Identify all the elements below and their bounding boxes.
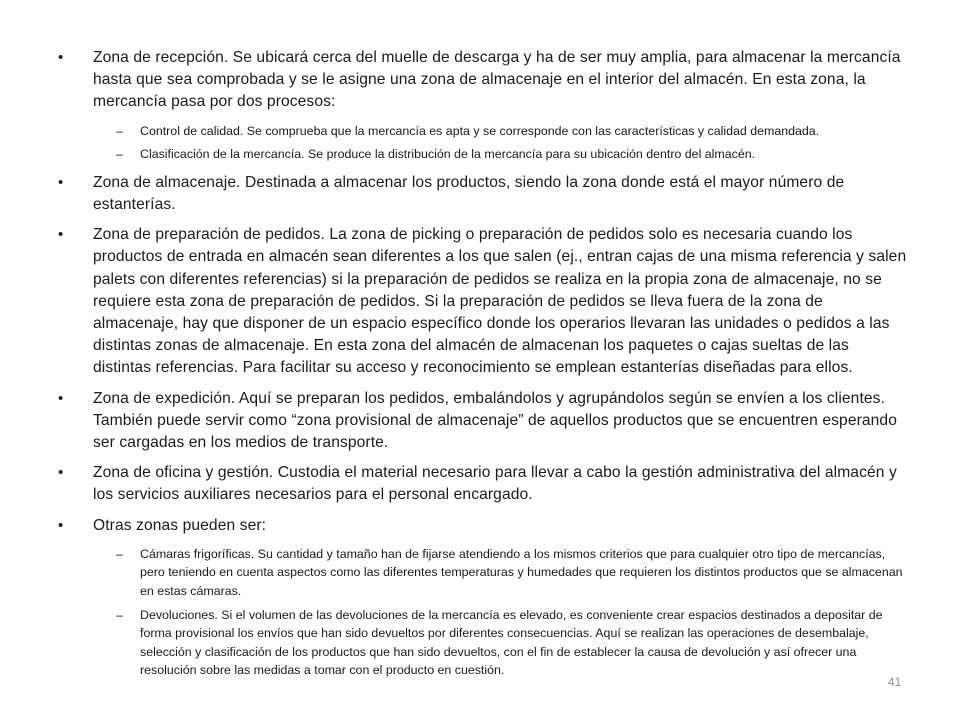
bullet-icon: • [58, 226, 64, 244]
dash-icon: – [116, 123, 123, 138]
dash-icon: – [116, 147, 123, 162]
bullet-icon: • [58, 516, 64, 534]
bullet-icon: • [58, 464, 64, 482]
sub-item-text: Control de calidad. Se comprueba que la mercancía es apta y se corresponde con las características y calidad demandada. [140, 123, 820, 138]
bullet-item-expedicion [58, 388, 910, 455]
bullet-item-oficina-gestion [58, 462, 910, 506]
sub-item-camaras-frigorificas [62, 545, 910, 601]
bullet-icon: • [58, 389, 64, 407]
sub-item-clasificacion [62, 145, 910, 164]
bullet-icon: • [58, 49, 64, 66]
dash-icon: – [116, 607, 123, 622]
sub-list-recepcion [62, 122, 910, 164]
sub-item-text: Clasificación de la mercancía. Se produce la distribución de la mercancía para su ubicación dentro del almacén. [140, 147, 756, 162]
bullet-item-almacenaje [58, 172, 910, 216]
sub-item-control-calidad [62, 122, 910, 141]
bullet-text: Zona de preparación de pedidos. La zona de picking o preparación de pedidos solo es necesaria cuando los productos de entrada en almacén sean diferentes a los que salen (ej., entran cajas de una misma referencia y salen palets con diferentes referencias) si la preparación de pedidos se realiza en la propia zona de almacenaje, no se requiere esta zona de preparación de pedidos. Si la preparación de pedidos se lleva fuera de la zona de almacenaje, hay que disponer de un espacio específico donde los operarios llevaran las unidades o pedidos a las distintas zonas de almacenaje. En esta zona del almacén de almacenan los paquetes o cajas sueltas de las distintas referencias. Para facilitar su acceso y reconocimiento se emplean estanterías diseñadas para ellos. [93, 226, 907, 377]
bullet-item-preparacion-pedidos [58, 224, 910, 379]
bullet-text: Zona de oficina y gestión. Custodia el material necesario para llevar a cabo la gestión administrativa del almacén y los servicios auxiliares necesarios para el personal encargado. [93, 464, 897, 504]
sub-list-otras-zonas [62, 545, 910, 680]
bullet-item-otras-zonas [58, 515, 910, 537]
sub-item-text: Cámaras frigoríficas. Su cantidad y tamaño han de fijarse atendiendo a los mismos criterios que para cualquier otro tipo de mercancías, pero teniendo en cuenta aspectos como las diferentes temperaturas y humedades que requieren los distintos productos que se almacenan en estas cámaras. [140, 546, 903, 599]
bullet-text: Zona de expedición. Aquí se preparan los pedidos, embalándolos y agrupándolos según se envíen a los clientes. También puede servir como “zona provisional de almacenaje” de aquellos productos que se encuentren esperando ser cargadas en los medios de transporte. [93, 389, 897, 452]
bullet-item-recepcion [58, 47, 910, 114]
bullet-list [58, 47, 910, 688]
bullet-icon: • [58, 173, 64, 191]
page-number: 41 [888, 675, 902, 689]
sub-item-text: Devoluciones. Si el volumen de las devoluciones de la mercancía es elevado, es conveniente crear espacios destinados a depositar de forma provisional los envíos que han sido devueltos por diferentes consecuencias. Aquí se realizan las operaciones de desembalaje, selección y clasificación de los productos que han sido devueltos, con el fin de establecer la causa de devolución y así ofrecer una resolución sobre las medidas a tomar con el producto en cuestión. [140, 607, 883, 678]
bullet-text: Zona de recepción. Se ubicará cerca del muelle de descarga y ha de ser muy amplia, para almacenar la mercancía hasta que sea comprobada y se le asigne una zona de almacenaje en el interior del almacén. En esta zona, la mercancía pasa por dos procesos: [93, 49, 901, 111]
bullet-text: Zona de almacenaje. Destinada a almacenar los productos, siendo la zona donde está el mayor número de estanterías. [93, 173, 845, 213]
dash-icon: – [116, 546, 123, 561]
bullet-text: Otras zonas pueden ser: [93, 516, 267, 534]
sub-item-devoluciones [62, 606, 910, 680]
